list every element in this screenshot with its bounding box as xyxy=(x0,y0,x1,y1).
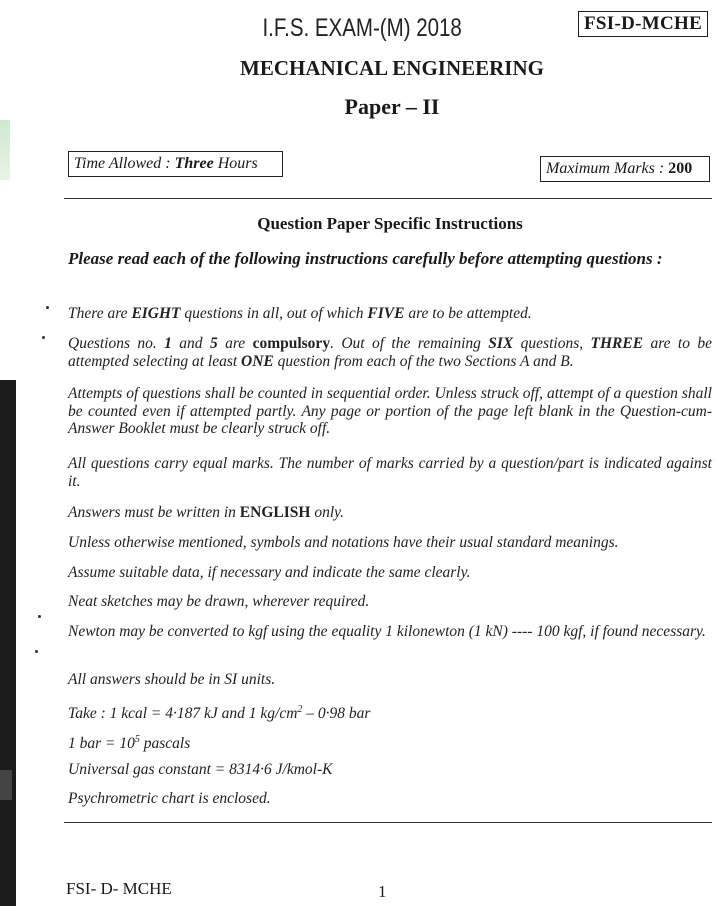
instruction-item: Answers must be written in ENGLISH only. xyxy=(68,504,345,521)
instruction-item: Universal gas constant = 8314·6 J/kmol-K xyxy=(68,761,333,778)
instruction-item: Attempts of questions shall be counted in sequential order. Unless struck off, attempt of a question shall be counted even if attempted partly. Any page or portion of the page left blank in the Question-cum-Answer Booklet must be clearly struck off. xyxy=(68,385,712,437)
instruction-item: All answers should be in SI units. xyxy=(68,671,276,688)
instructions-heading: Question Paper Specific Instructions xyxy=(257,214,523,233)
time-unit: Hours xyxy=(213,155,258,172)
instruction-item: All questions carry equal marks. The number of marks carried by a question/part is indicated against it. xyxy=(68,455,712,490)
instruction-item: Neat sketches may be drawn, wherever required. xyxy=(68,593,370,610)
instruction-item: Questions no. 1 and 5 are compulsory. Out of the remaining SIX questions, THREE are to be attempted selecting at least ONE question from each of the two Sections A and B. xyxy=(68,335,712,370)
paper-code-box: FSI-D-MCHE xyxy=(578,11,708,37)
exam-title: I.F.S. EXAM-(M) 2018 xyxy=(262,14,462,42)
instruction-item: Psychrometric chart is enclosed. xyxy=(68,790,271,807)
divider xyxy=(64,198,712,199)
subject-title: MECHANICAL ENGINEERING xyxy=(240,56,544,80)
divider xyxy=(64,822,712,823)
instruction-item: 1 bar = $10^5$ pascals xyxy=(68,734,191,753)
page-number: 1 xyxy=(378,882,387,901)
bullet-mark xyxy=(42,336,45,339)
bullet-mark xyxy=(35,650,38,653)
scan-artifact xyxy=(0,120,10,180)
bullet-mark xyxy=(38,615,41,618)
scan-artifact xyxy=(0,770,12,800)
instruction-item: Assume suitable data, if necessary and indicate the same clearly. xyxy=(68,564,471,581)
time-value: Three xyxy=(174,155,214,172)
paper-title: Paper – II xyxy=(344,94,440,119)
instruction-item: Newton may be converted to kgf using the equality 1 kilonewton (1 kN) ---- 100 kgf, if found necessary. xyxy=(68,623,706,640)
instruction-item: Unless otherwise mentioned, symbols and notations have their usual standard meanings. xyxy=(68,534,619,551)
time-allowed-box xyxy=(68,151,283,177)
instructions-lead: Please read each of the following instructions carefully before attempting questions : xyxy=(68,249,663,268)
maximum-marks-box xyxy=(540,156,710,182)
bullet-mark xyxy=(46,306,49,309)
footer-paper-code: FSI- D- MCHE xyxy=(66,879,172,898)
time-label: Time Allowed : xyxy=(74,155,175,172)
scan-edge-shadow xyxy=(0,380,16,906)
marks-value: 200 xyxy=(668,160,693,177)
marks-label: Maximum Marks : xyxy=(546,160,669,177)
instruction-item: Take : 1 kcal = 4·187 kJ and 1 $kg/cm^2 - 0\cdot 98$ bar xyxy=(68,704,371,723)
instruction-item: There are EIGHT questions in all, out of which FIVE are to be attempted. xyxy=(68,305,532,322)
